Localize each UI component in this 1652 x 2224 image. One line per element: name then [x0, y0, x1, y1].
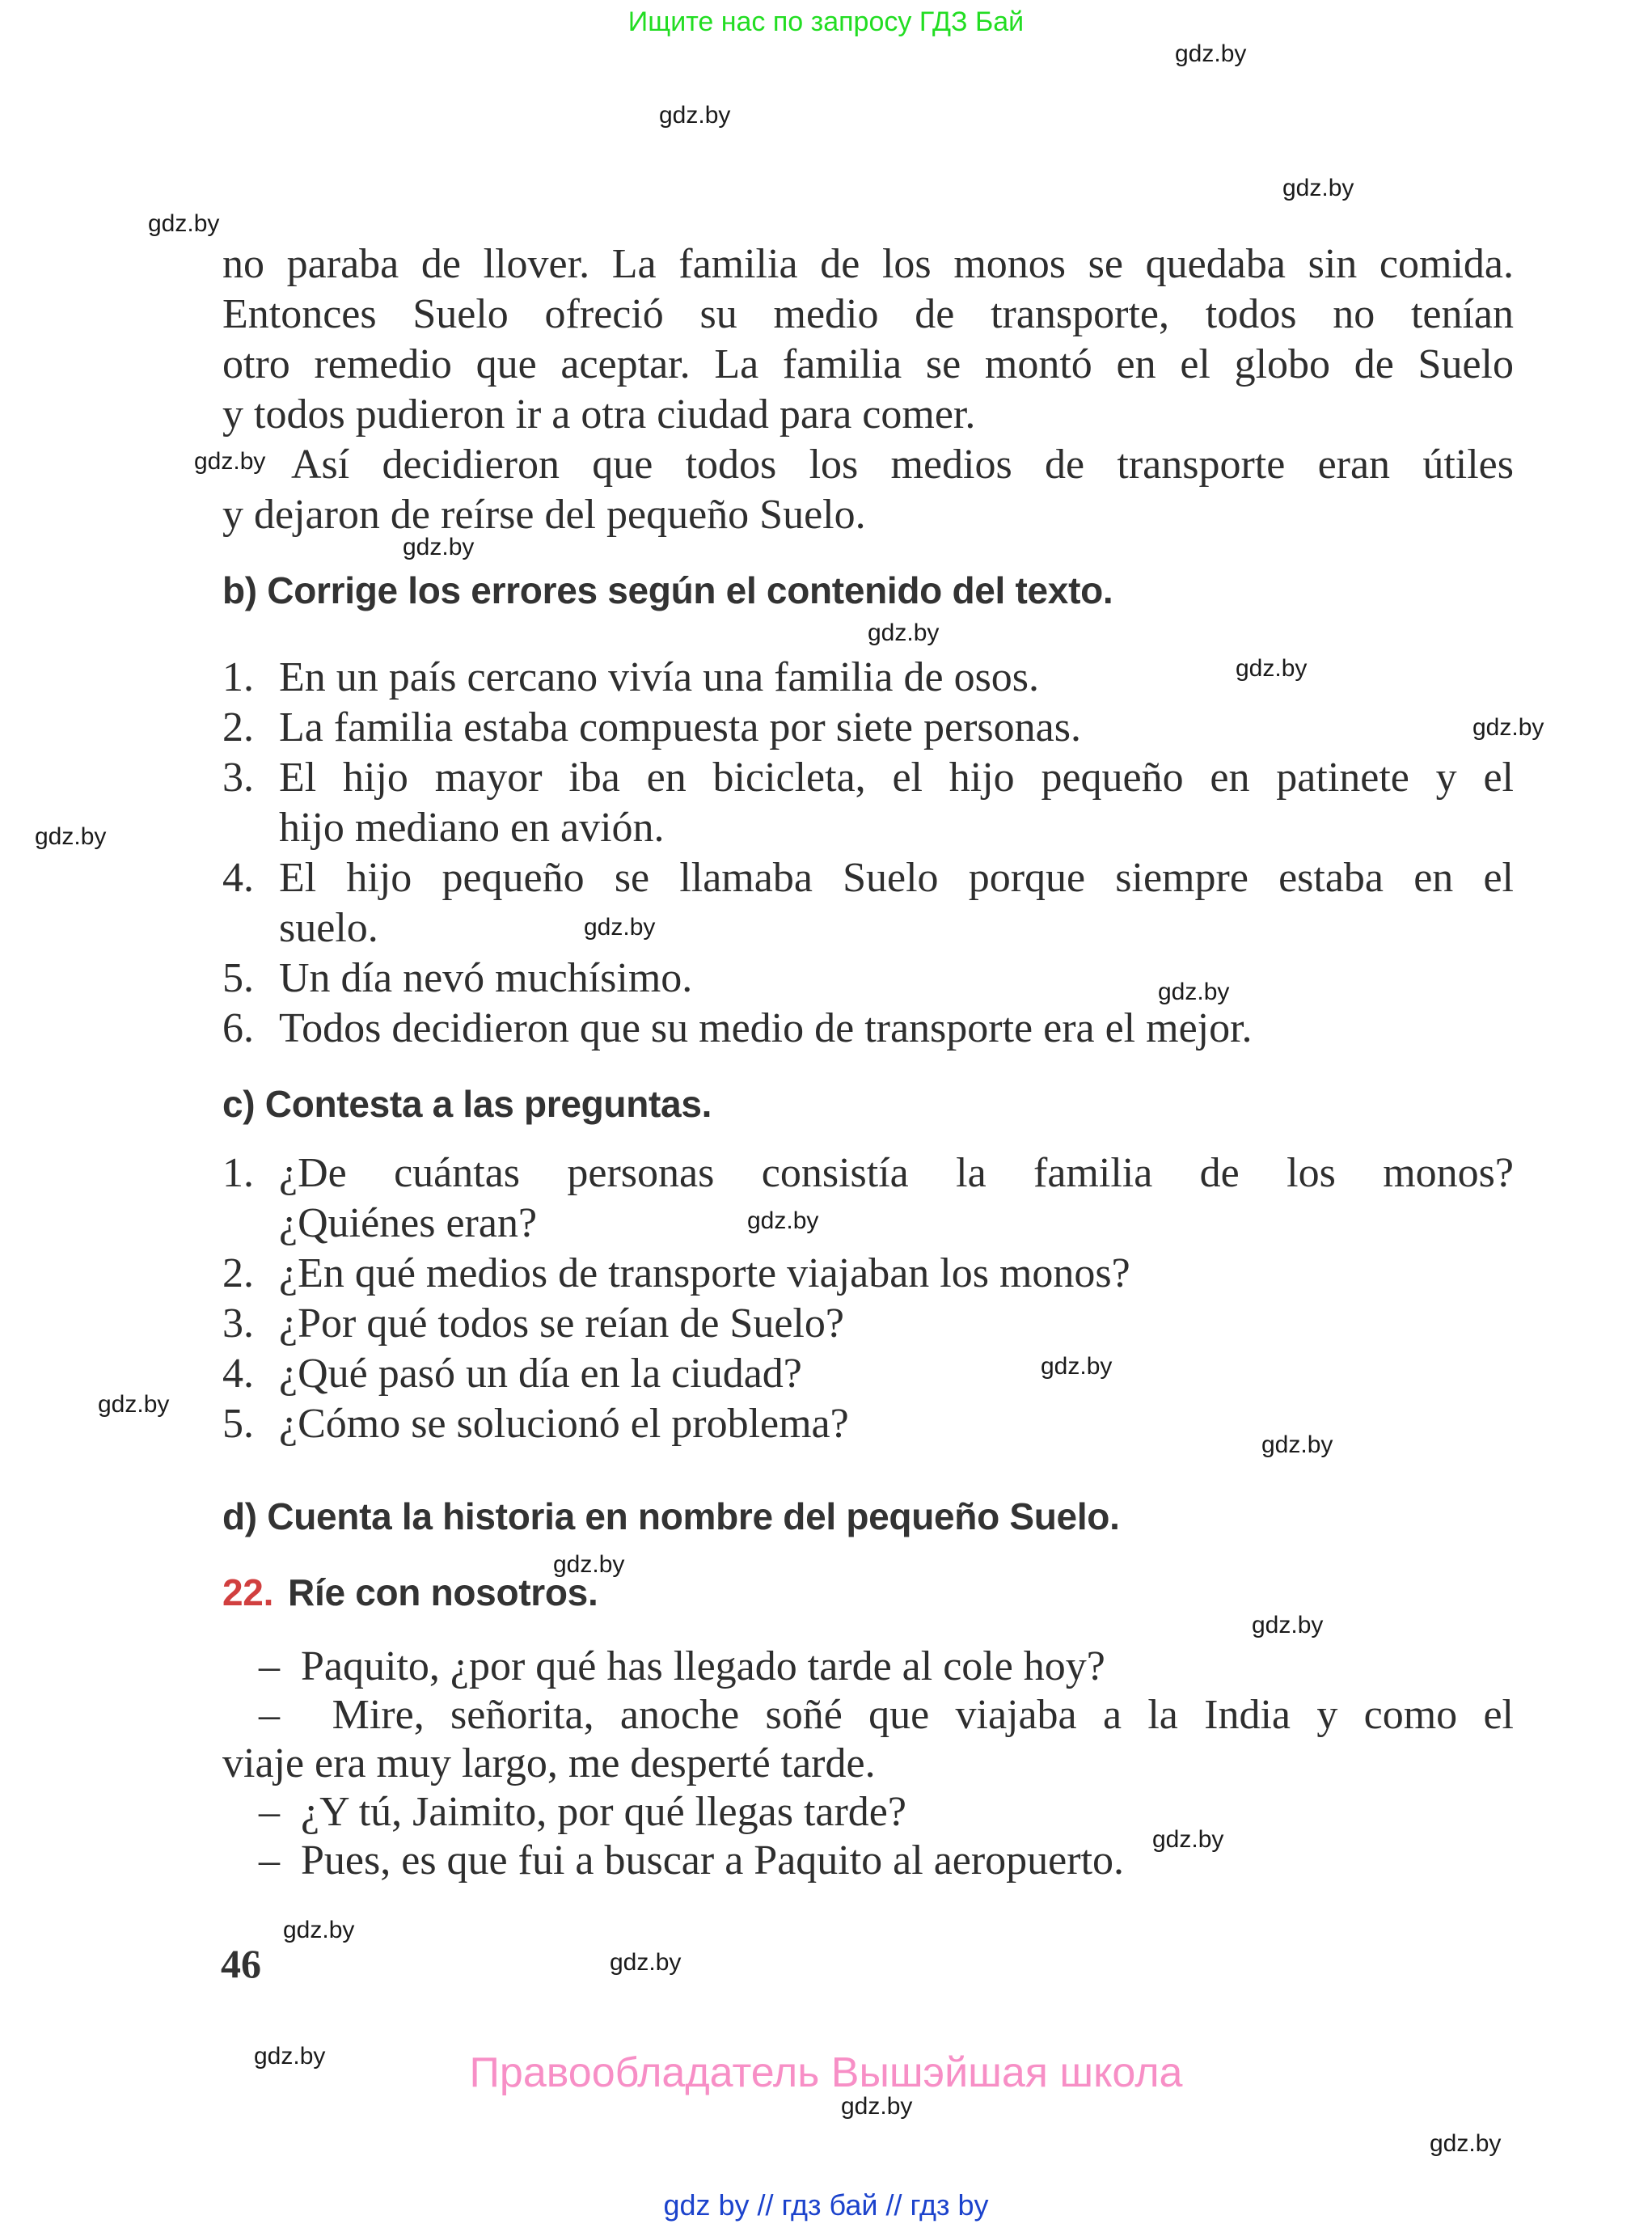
- list-item-line: 4. ¿Qué pasó un día en la ciudad?: [222, 1349, 1514, 1399]
- text-line: y dejaron de reírse del pequeño Suelo.: [222, 492, 866, 538]
- exercise-number: 22.: [222, 1571, 274, 1613]
- list-item-line: 3. El hijo mayor iba en bicicleta, el hijo pequeño en patinete y el: [222, 753, 1514, 803]
- gdz-watermark: gdz.by: [1158, 979, 1230, 1005]
- list-item-line: 2. ¿En qué medios de transporte viajaban los monos?: [222, 1249, 1514, 1299]
- gdz-watermark: gdz.by: [610, 1949, 682, 1976]
- gdz-watermark: gdz.by: [35, 823, 107, 850]
- section-b-heading: b) Corrige los errores según el contenido del texto.: [222, 569, 1113, 611]
- gdz-watermark: gdz.by: [1282, 175, 1354, 201]
- gdz-watermark: gdz.by: [254, 2043, 326, 2070]
- text-line: viaje era muy largo, me desperté tarde.: [222, 1740, 876, 1786]
- gdz-watermark: gdz.by: [1041, 1353, 1113, 1380]
- gdz-watermark: gdz.by: [659, 102, 731, 129]
- list-item-number: 5.: [222, 955, 254, 1001]
- list-item-number: 1.: [222, 654, 254, 700]
- gdz-watermark: gdz.by: [1236, 655, 1308, 682]
- gdz-watermark: gdz.by: [1252, 1612, 1324, 1638]
- list-item-number: 2.: [222, 704, 254, 750]
- gdz-watermark: gdz.by: [553, 1551, 625, 1578]
- gdz-watermark: gdz.by: [841, 2093, 913, 2120]
- gdz-watermark: gdz.by: [98, 1391, 170, 1418]
- list-item-number: 5.: [222, 1401, 254, 1447]
- text-line: – ¿Y tú, Jaimito, por qué llegas tarde?: [259, 1789, 906, 1835]
- top-banner-text: Ищите нас по запросу ГДЗ Бай: [627, 6, 1025, 37]
- exercise-title: Ríe con nosotros.: [288, 1571, 598, 1613]
- page-number: 46: [221, 1941, 261, 1986]
- gdz-watermark: gdz.by: [283, 1917, 355, 1943]
- text-line: – Pues, es que fui a buscar a Paquito al aeropuerto.: [259, 1837, 1125, 1884]
- list-item-line: 1. En un país cercano vivía una familia de osos.: [222, 653, 1514, 703]
- exercise-22-heading: [222, 1571, 1514, 1615]
- text-line: no paraba de llover. La familia de los monos se quedaba sin comida.: [222, 241, 1514, 287]
- list-item-line: 2. La familia estaba compuesta por siete personas.: [222, 703, 1514, 753]
- list-item-number: 1.: [222, 1150, 254, 1196]
- text-line: – Mire, señorita, anoche soñé que viajaba a la India y como el: [259, 1692, 1514, 1738]
- list-item-number: 4.: [222, 1351, 254, 1397]
- list-item-line: 1. ¿De cuántas personas consistía la familia de los monos?: [222, 1148, 1514, 1199]
- list-item-line: 6. Todos decidieron que su medio de transporte era el mejor.: [222, 1004, 1514, 1054]
- gdz-watermark: gdz.by: [584, 914, 656, 941]
- list-item-line: hijo mediano en avión.: [279, 805, 665, 851]
- gdz-watermark: gdz.by: [1152, 1826, 1224, 1853]
- copyright-line: Правообладатель Вышэйшая школа: [469, 2049, 1183, 2096]
- list-item-line: 3. ¿Por qué todos se reían de Suelo?: [222, 1299, 1514, 1349]
- gdz-watermark: gdz.by: [403, 534, 475, 560]
- gdz-watermark: gdz.by: [747, 1207, 819, 1234]
- gdz-watermark: gdz.by: [1472, 714, 1544, 741]
- gdz-watermark: gdz.by: [194, 448, 266, 475]
- text-line: otro remedio que aceptar. La familia se montó en el globo de Suelo: [222, 341, 1514, 387]
- list-item-number: 3.: [222, 1300, 254, 1347]
- gdz-watermark: gdz.by: [1430, 2130, 1502, 2157]
- gdz-watermark: gdz.by: [868, 619, 940, 646]
- list-item-number: 4.: [222, 855, 254, 901]
- section-c-heading: c) Contesta a las preguntas.: [222, 1083, 712, 1125]
- section-c-list: [222, 1148, 1514, 1449]
- list-item-line: ¿Quiénes eran?: [279, 1200, 538, 1246]
- text-line: Entonces Suelo ofreció su medio de transporte, todos no tenían: [222, 291, 1514, 337]
- list-item-line: 5. Un día nevó muchísimo.: [222, 953, 1514, 1004]
- list-item-line: 4. El hijo pequeño se llamaba Suelo porque siempre estaba en el: [222, 853, 1514, 903]
- footer-links: gdz by // гдз бай // гдз by: [663, 2188, 989, 2222]
- list-item-number: 3.: [222, 755, 254, 801]
- story-paragraphs: [222, 239, 1514, 540]
- list-item-number: 2.: [222, 1250, 254, 1296]
- list-item-number: 6.: [222, 1005, 254, 1051]
- section-d-heading: d) Cuenta la historia en nombre del pequeño Suelo.: [222, 1495, 1120, 1537]
- gdz-watermark: gdz.by: [1175, 40, 1247, 67]
- gdz-watermark: gdz.by: [148, 210, 220, 237]
- section-b-list: [222, 653, 1514, 1054]
- text-line: Así decidieron que todos los medios de transporte eran útiles: [291, 442, 1514, 488]
- text-line: y todos pudieron ir a otra ciudad para comer.: [222, 391, 976, 438]
- list-item-line: suelo.: [279, 905, 378, 951]
- text-line: – Paquito, ¿por qué has llegado tarde al cole hoy?: [259, 1643, 1105, 1689]
- gdz-watermark: gdz.by: [1261, 1431, 1333, 1458]
- joke-dialogue: [222, 1643, 1514, 1885]
- list-item-line: 5. ¿Cómo se solucionó el problema?: [222, 1399, 1514, 1449]
